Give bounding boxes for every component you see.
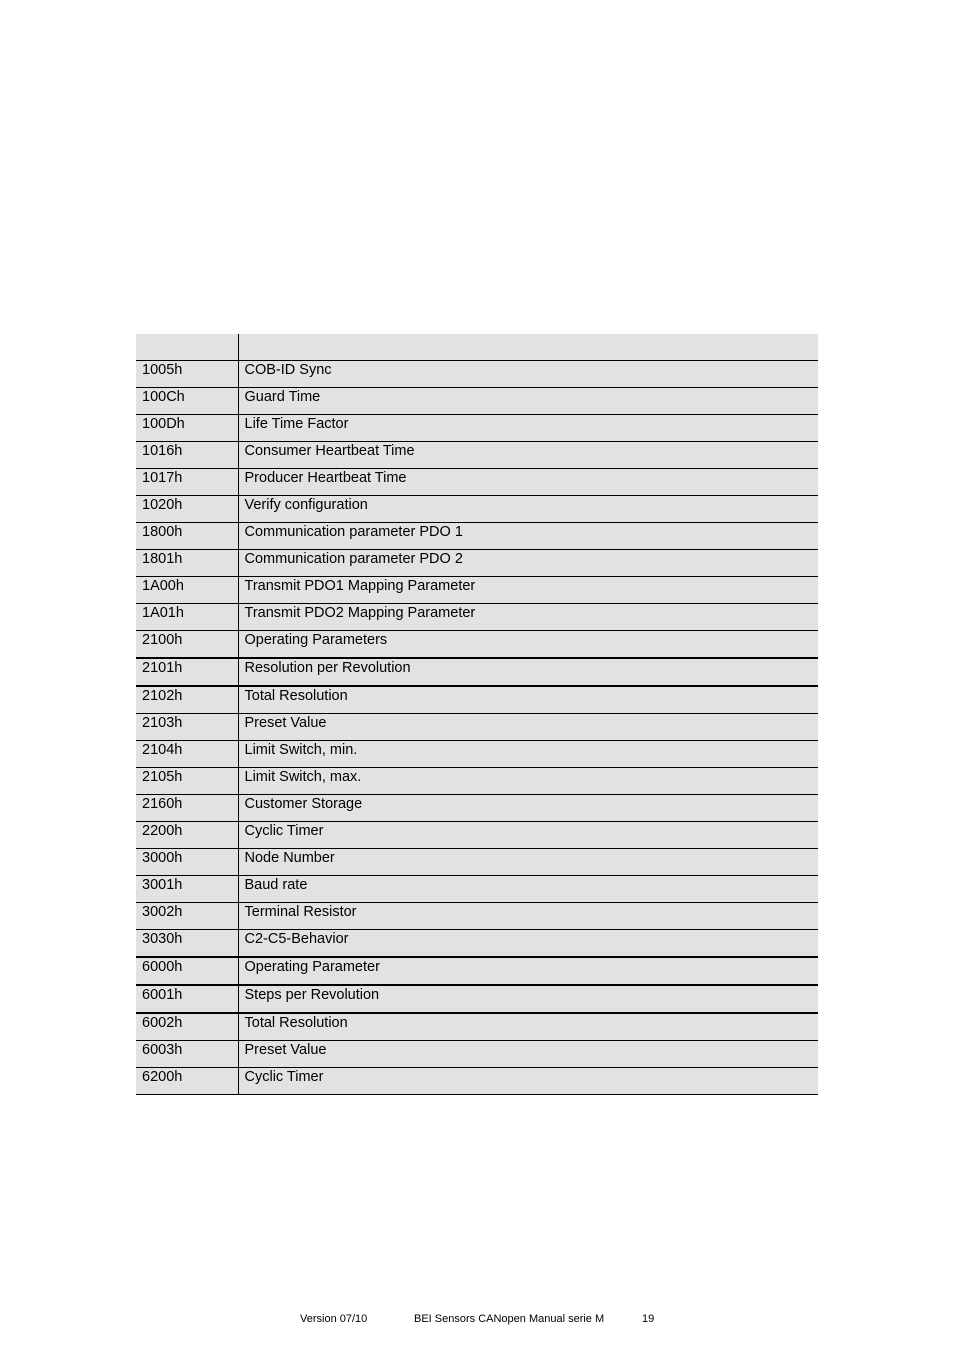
object-name: Limit Switch, min. [238, 741, 818, 768]
object-index: 100Dh [136, 415, 238, 442]
table-row [136, 1013, 818, 1041]
header-name [238, 334, 818, 361]
object-index: 1A01h [136, 604, 238, 631]
object-index: 6002h [136, 1013, 238, 1041]
object-name: Guard Time [238, 388, 818, 415]
table-row [136, 903, 818, 930]
table-row [136, 714, 818, 741]
object-name: Preset Value [238, 714, 818, 741]
object-index: 6000h [136, 957, 238, 985]
table-row [136, 795, 818, 822]
table-row [136, 822, 818, 849]
table-row [136, 768, 818, 795]
table-row [136, 550, 818, 577]
object-index: 2101h [136, 658, 238, 686]
table-row [136, 876, 818, 903]
object-index: 1A00h [136, 577, 238, 604]
object-dictionary-table [136, 334, 818, 1095]
object-name: Cyclic Timer [238, 822, 818, 849]
object-name: COB-ID Sync [238, 361, 818, 388]
object-index: 1020h [136, 496, 238, 523]
table-row [136, 604, 818, 631]
object-index: 100Ch [136, 388, 238, 415]
object-name: Node Number [238, 849, 818, 876]
object-name: Operating Parameter [238, 957, 818, 985]
object-name: Life Time Factor [238, 415, 818, 442]
object-index: 1017h [136, 469, 238, 496]
table-row [136, 658, 818, 686]
object-name: Communication parameter PDO 1 [238, 523, 818, 550]
footer-version: Version 07/10 [300, 1313, 368, 1325]
header-index [136, 334, 238, 361]
object-name: Cyclic Timer [238, 1068, 818, 1095]
object-name: Verify configuration [238, 496, 818, 523]
object-name: Communication parameter PDO 2 [238, 550, 818, 577]
table-row [136, 442, 818, 469]
object-index: 6001h [136, 985, 238, 1013]
table-row [136, 469, 818, 496]
table-row [136, 496, 818, 523]
table-row [136, 930, 818, 958]
object-index: 2200h [136, 822, 238, 849]
object-index: 3030h [136, 930, 238, 958]
object-index: 2104h [136, 741, 238, 768]
table-body [136, 361, 818, 1095]
table-header-row [136, 334, 818, 361]
object-index: 2105h [136, 768, 238, 795]
page-number: 19 [642, 1313, 655, 1325]
table-row [136, 415, 818, 442]
object-name: Consumer Heartbeat Time [238, 442, 818, 469]
object-index: 3002h [136, 903, 238, 930]
object-name: C2-C5-Behavior [238, 930, 818, 958]
table-row [136, 1041, 818, 1068]
object-index: 1016h [136, 442, 238, 469]
object-name: Baud rate [238, 876, 818, 903]
object-index: 1801h [136, 550, 238, 577]
object-index: 3001h [136, 876, 238, 903]
object-name: Operating Parameters [238, 631, 818, 659]
object-index: 2160h [136, 795, 238, 822]
table-row [136, 1068, 818, 1095]
table-row [136, 577, 818, 604]
object-name: Customer Storage [238, 795, 818, 822]
object-index: 1005h [136, 361, 238, 388]
object-index: 2102h [136, 686, 238, 714]
object-name: Total Resolution [238, 686, 818, 714]
object-index: 2103h [136, 714, 238, 741]
table-row [136, 388, 818, 415]
object-name: Resolution per Revolution [238, 658, 818, 686]
object-index: 2100h [136, 631, 238, 659]
object-name: Transmit PDO1 Mapping Parameter [238, 577, 818, 604]
object-index: 6003h [136, 1041, 238, 1068]
table-row [136, 741, 818, 768]
object-name: Total Resolution [238, 1013, 818, 1041]
object-name: Limit Switch, max. [238, 768, 818, 795]
object-name: Steps per Revolution [238, 985, 818, 1013]
page-footer [0, 1312, 954, 1328]
object-name: Transmit PDO2 Mapping Parameter [238, 604, 818, 631]
object-name: Producer Heartbeat Time [238, 469, 818, 496]
object-index: 1800h [136, 523, 238, 550]
object-name: Terminal Resistor [238, 903, 818, 930]
object-name: Preset Value [238, 1041, 818, 1068]
object-index: 6200h [136, 1068, 238, 1095]
table-row [136, 686, 818, 714]
table-row [136, 849, 818, 876]
table-row [136, 985, 818, 1013]
table-row [136, 361, 818, 388]
table-row [136, 523, 818, 550]
table-row [136, 957, 818, 985]
footer-title: BEI Sensors CANopen Manual serie M [414, 1313, 605, 1325]
object-index: 3000h [136, 849, 238, 876]
table-row [136, 631, 818, 659]
